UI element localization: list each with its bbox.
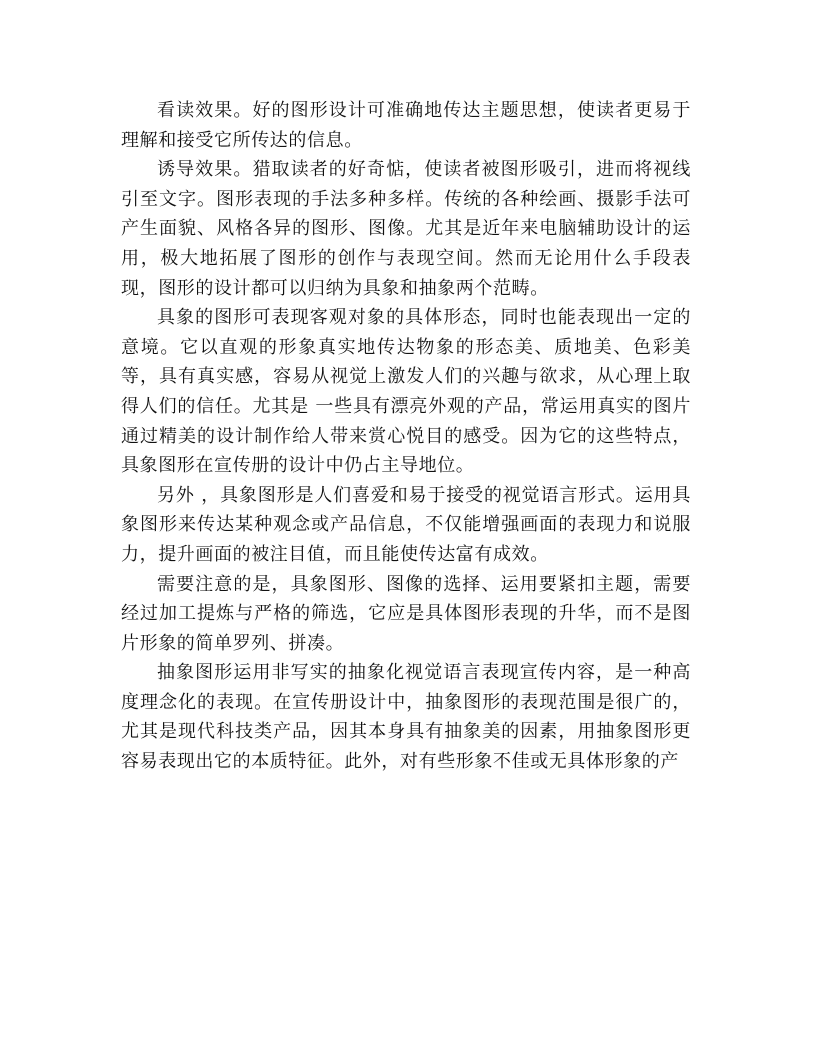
paragraph-concrete-graphics: 具象的图形可表现客观对象的具体形态，同时也能表现出一定的意境。它以直观的形象真实地传达物象的形态美、质地美、色彩美等，具有真实感，容易从视觉上激发人们的兴趣与欲求，从心理上取得人们的信任。尤其是 一些具有漂亮外观的产品，常运用真实的图片通过精美的设计制作给人带来赏心悦目的感受。因为它的这些特点，具象图形在宣传册的设计中仍占主导地位。 — [121, 307, 691, 477]
paragraph-abstract-graphics: 抽象图形运用非写实的抽象化视觉语言表现宣传内容，是一种高度理念化的表现。在宣传册设计中，抽象图形的表现范围是很广的，尤其是现代科技类产品，因其本身具有抽象美的因素，用抽象图形更容易表现出它的本质特征。此外，对有些形象不佳或无具体形象的产 — [121, 662, 691, 773]
paragraph-additionally: 另外 ，具象图形是人们喜爱和易于接受的视觉语言形式。运用具象图形来传达某种观念或产品信息，不仅能增强画面的表现力和说服力，提升画面的被注目值，而且能使传达富有成效。 — [121, 484, 691, 565]
paragraph-guiding-effect: 诱导效果。猎取读者的好奇惦，使读者被图形吸引，进而将视线引至文字。图形表现的手法多种多样。传统的各种绘画、摄影手法可产生面貌、风格各异的图形、图像。尤其是近年来电脑辅助设计的运用，极大地拓展了图形的创作与表现空间。然而无论用什么手段表现，图形的设计都可以归纳为具象和抽象两个范畴。 — [121, 159, 691, 299]
paragraph-visual-effect: 看读效果。好的图形设计可准确地传达主题思想，使读者更易于理解和接受它所传达的信息。 — [121, 100, 691, 151]
document-body — [121, 96, 691, 777]
paragraph-note: 需要注意的是，具象图形、图像的选择、运用要紧扣主题，需要经过加工提炼与严格的筛选，它应是具体图形表现的升华，而不是图片形象的简单罗列、拼凑。 — [121, 573, 691, 654]
